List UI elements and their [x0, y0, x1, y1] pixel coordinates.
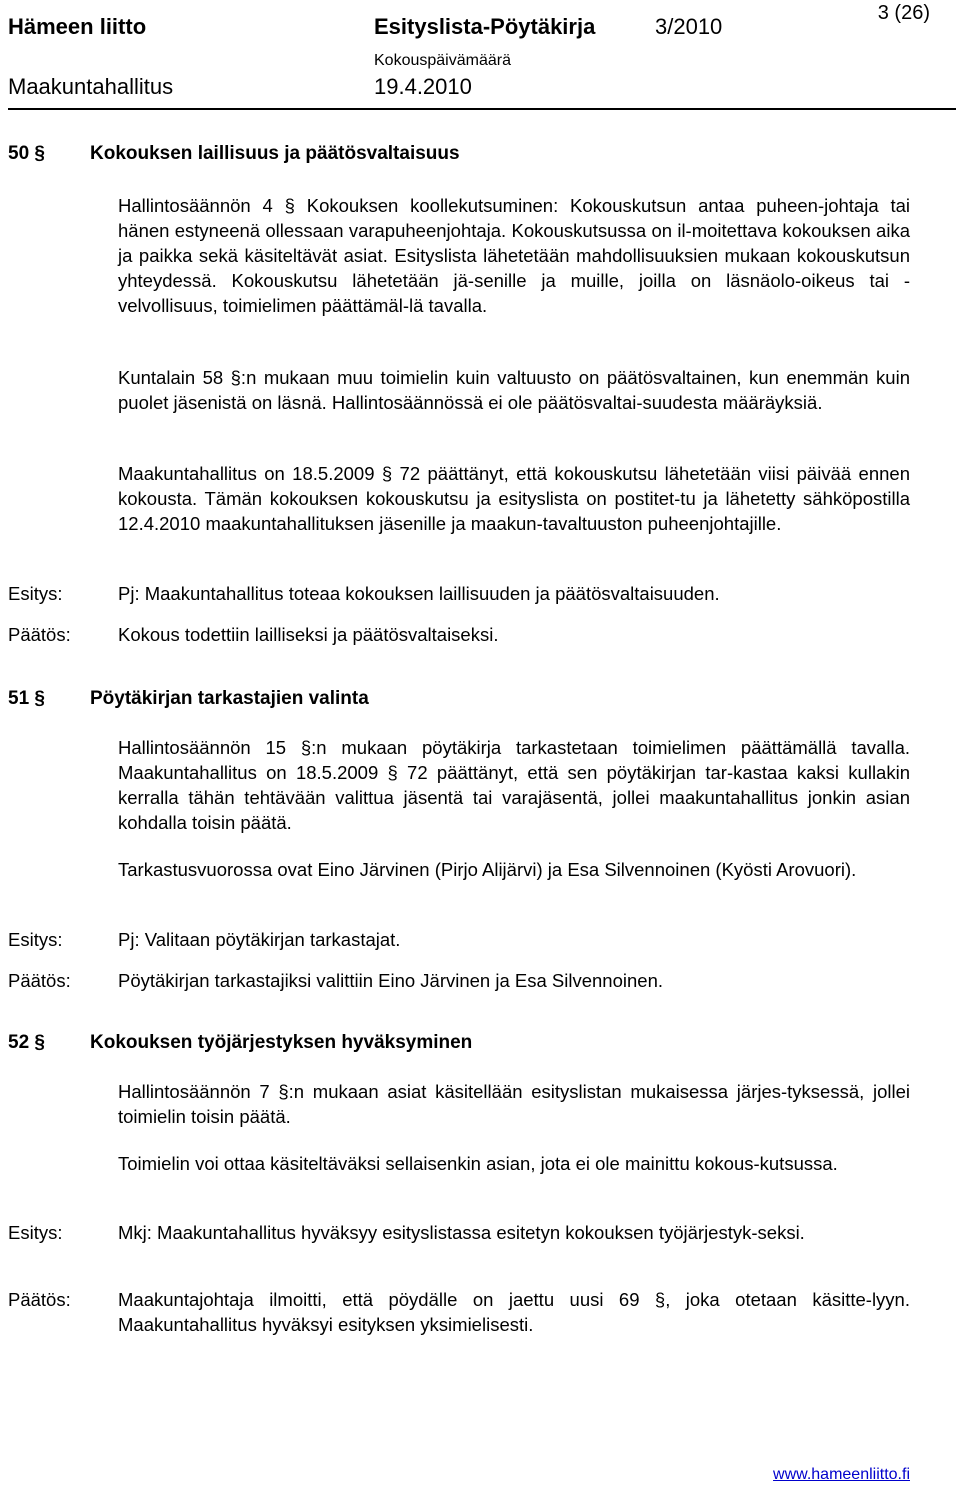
decision-text: Pöytäkirjan tarkastajiksi valittiin Eino Järvinen ja Esa Silvennoinen.	[118, 970, 663, 991]
proposal-label: Esitys:	[8, 1222, 63, 1243]
document-number: 3/2010	[655, 14, 723, 39]
proposal-label: Esitys:	[8, 929, 63, 950]
section-title: Pöytäkirjan tarkastajien valinta	[90, 688, 369, 709]
section-title: Kokouksen työjärjestyksen hyväksyminen	[90, 1032, 473, 1053]
section-number: 51 §	[8, 688, 45, 709]
document-type: Esityslista-Pöytäkirja	[374, 14, 596, 39]
body-paragraph: Hallintosäännön 4 § Kokouksen koollekutsuminen: Kokouskutsun antaa puheen-johtaja tai hänen estyneenä ollessaan varapuheenjohtaja. Kokouskutsussa on il-moitettava kokouksen aika ja paikka sekä käsiteltävät asiat. Esityslista lähetetään mahdollisuuksien mukaan kokouskutsun yhteydessä. Kokouskutsu lähetetään jä-senille ja muille, joilla on läsnäolo-oikeus tai -velvollisuus, toimielimen päättämäl-lä tavalla.	[118, 195, 910, 316]
decision-label: Päätös:	[8, 624, 71, 645]
organization-name: Hämeen liitto	[8, 14, 147, 39]
section-heading	[8, 143, 460, 165]
body-paragraph: Maakuntahallitus on 18.5.2009 § 72 päättänyt, että kokouskutsu lähetetään viisi päivää ennen kokousta. Tämän kokouksen kokouskutsu ja esityslista on postitet-tu ja lähetetty sähköpostilla 12.4.2010 maakuntahallituksen jäsenille ja maakun-tavaltuuston puheenjohtajille.	[118, 463, 910, 534]
section-heading	[8, 688, 369, 710]
decision-text: Kokous todettiin lailliseksi ja päätösvaltaiseksi.	[118, 624, 499, 645]
section-number: 52 §	[8, 1032, 45, 1053]
decision-label: Päätös:	[8, 970, 71, 991]
website-link[interactable]: www.hameenliitto.fi	[773, 1466, 910, 1483]
body-paragraph: Tarkastusvuorossa ovat Eino Järvinen (Pirjo Alijärvi) ja Esa Silvennoinen (Kyösti Arovuori).	[118, 859, 857, 880]
body-paragraph: Toimielin voi ottaa käsiteltäväksi sellaisenkin asian, jota ei ole mainittu kokous-kutsussa.	[118, 1153, 838, 1174]
body-paragraph: Hallintosäännön 7 §:n mukaan asiat käsitellään esityslistan mukaisessa järjes-tyksessä, jollei toimielin toisin päätä.	[118, 1081, 910, 1127]
proposal-label: Esitys:	[8, 583, 63, 604]
body-paragraph: Hallintosäännön 15 §:n mukaan pöytäkirja tarkastetaan toimielimen päättämällä tavalla. Maakuntahallitus on 18.5.2009 § 72 päättänyt, että sen pöytäkirjan tar-kastaa kaksi kullakin kerralla tähän tehtävään valittua jäsentä tai varajäsentä, jollei maakuntahallitus jonkin asian kohdalla toisin päätä.	[118, 737, 910, 833]
proposal-text: Pj: Maakuntahallitus toteaa kokouksen laillisuuden ja päätösvaltaisuuden.	[118, 583, 720, 604]
section-heading	[8, 1032, 472, 1054]
section-title: Kokouksen laillisuus ja päätösvaltaisuus	[90, 143, 460, 164]
decision-label: Päätös:	[8, 1289, 71, 1310]
meeting-date: 19.4.2010	[374, 74, 472, 99]
proposal-text: Mkj: Maakuntahallitus hyväksyy esityslistassa esitetyn kokouksen työjärjestyk-seksi.	[118, 1222, 805, 1243]
page-number: 3 (26)	[877, 2, 930, 24]
section-number: 50 §	[8, 143, 45, 164]
body-paragraph: Kuntalain 58 §:n mukaan muu toimielin kuin valtuusto on päätösvaltainen, kun enemmän kuin puolet jäsenistä on läsnä. Hallintosäännössä ei ole päätösvaltai-suudesta määräyksiä.	[118, 367, 910, 413]
governing-body: Maakuntahallitus	[8, 74, 174, 99]
meeting-date-label: Kokouspäivämäärä	[374, 52, 511, 69]
document-header	[8, 8, 956, 110]
decision-text: Maakuntajohtaja ilmoitti, että pöydälle on jaettu uusi 69 §, joka otetaan käsitte-lyyn. Maakuntahallitus hyväksyi esityksen yksimielisesti.	[118, 1289, 910, 1335]
proposal-text: Pj: Valitaan pöytäkirjan tarkastajat.	[118, 929, 401, 950]
